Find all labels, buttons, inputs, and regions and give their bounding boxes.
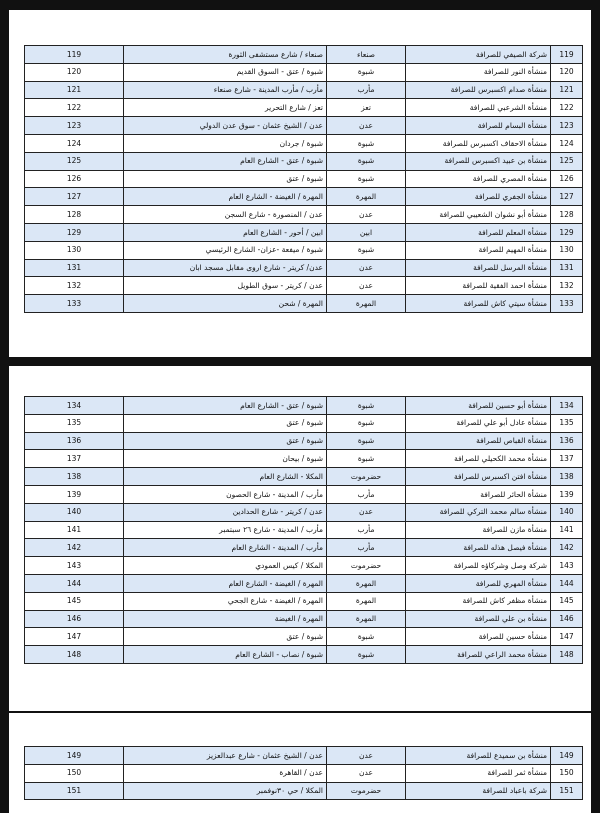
row-address: عدن / كريتر - شارع الحدادين (124, 503, 327, 521)
table-row (25, 450, 583, 468)
table-row (25, 414, 583, 432)
row-address: مأرب / مأرب المدينة - شارع صنعاء (124, 81, 327, 99)
row-governorate: حضرموت (327, 782, 406, 800)
row-address: المكلا - الشارع العام (124, 468, 327, 486)
row-reference-number: 147 (25, 628, 124, 646)
row-governorate: عدن (327, 747, 406, 765)
row-company-name: منشأة المصري للصرافة (406, 170, 551, 188)
table-row (25, 46, 583, 64)
table-row (25, 295, 583, 313)
row-address: المهرة / الغيضة (124, 610, 327, 628)
row-company-name: منشأة النور للصرافة (406, 63, 551, 81)
document-page-1 (9, 10, 591, 357)
row-governorate: عدن (327, 277, 406, 295)
row-number: 140 (551, 503, 583, 521)
row-address: شبوة / عتق - الشارع العام (124, 152, 327, 170)
row-company-name: منشأة القباص للصرافة (406, 432, 551, 450)
row-reference-number: 138 (25, 468, 124, 486)
row-number: 129 (551, 223, 583, 241)
table-row (25, 574, 583, 592)
row-number: 128 (551, 206, 583, 224)
table-row (25, 485, 583, 503)
row-governorate: شبوة (327, 450, 406, 468)
row-number: 125 (551, 152, 583, 170)
row-company-name: منشأة الحائر للصرافة (406, 485, 551, 503)
row-number: 121 (551, 81, 583, 99)
row-governorate: ابين (327, 223, 406, 241)
row-company-name: منشأة الشرعبي للصرافة (406, 99, 551, 117)
row-number: 132 (551, 277, 583, 295)
row-company-name: شركة وصل وشركاؤه للصرافة (406, 557, 551, 575)
table-row (25, 747, 583, 765)
row-reference-number: 133 (25, 295, 124, 313)
row-governorate: شبوة (327, 646, 406, 664)
row-address: شبوة / عتق (124, 628, 327, 646)
table-row (25, 628, 583, 646)
row-number: 133 (551, 295, 583, 313)
table-row (25, 539, 583, 557)
row-reference-number: 125 (25, 152, 124, 170)
row-number: 137 (551, 450, 583, 468)
row-address: مأرب / المدينة - شارع الحصون (124, 485, 327, 503)
table-row (25, 592, 583, 610)
row-governorate: مأرب (327, 485, 406, 503)
row-reference-number: 130 (25, 241, 124, 259)
row-company-name: منشأة بن سميدع للصرافة (406, 747, 551, 765)
row-company-name: منشأة بن عبيد اكسبرس للصرافة (406, 152, 551, 170)
table-row (25, 432, 583, 450)
row-address: تعز / شارع التحرير (124, 99, 327, 117)
row-number: 147 (551, 628, 583, 646)
row-reference-number: 145 (25, 592, 124, 610)
row-address: عدن / كريتر - سوق الطويل (124, 277, 327, 295)
row-address: عدن/ كريتر - شارع اروى مقابل مسجد ابان (124, 259, 327, 277)
exchange-registry-table-1 (24, 45, 583, 313)
table-row (25, 188, 583, 206)
exchange-registry-table-2 (24, 396, 583, 664)
row-company-name: شركة الصيفي للصرافة (406, 46, 551, 64)
row-reference-number: 129 (25, 223, 124, 241)
row-address: المهرة / شحن (124, 295, 327, 313)
row-governorate: حضرموت (327, 557, 406, 575)
row-company-name: منشأة ثمر للصرافة (406, 764, 551, 782)
row-number: 122 (551, 99, 583, 117)
row-address: شبوة / عتق - السوق القديم (124, 63, 327, 81)
row-reference-number: 134 (25, 397, 124, 415)
row-company-name: منشأة صدام اكسبرس للصرافة (406, 81, 551, 99)
row-number: 120 (551, 63, 583, 81)
row-number: 139 (551, 485, 583, 503)
row-address: المهرة / الغيضة - شارع الجحي (124, 592, 327, 610)
row-company-name: منشأة سالم محمد التركي للصرافة (406, 503, 551, 521)
row-company-name: منشأة أبو نشوان الشعيبي للصرافة (406, 206, 551, 224)
row-number: 144 (551, 574, 583, 592)
row-number: 123 (551, 117, 583, 135)
row-company-name: منشأة مازن للصرافة (406, 521, 551, 539)
table-row (25, 223, 583, 241)
row-governorate: شبوة (327, 397, 406, 415)
row-address: شبوة / عتق (124, 414, 327, 432)
row-address: المكلا / حي ٣٠نوفمبر (124, 782, 327, 800)
table-row (25, 610, 583, 628)
row-address: مأرب / المدينة - شارع ٢٦ سبتمبر (124, 521, 327, 539)
row-address: عدن / المنصورة - شارع السجن (124, 206, 327, 224)
row-number: 148 (551, 646, 583, 664)
row-number: 151 (551, 782, 583, 800)
row-company-name: منشأة مظفر كاش للصرافة (406, 592, 551, 610)
row-governorate: شبوة (327, 628, 406, 646)
row-address: شبوة / بيحان (124, 450, 327, 468)
row-company-name: منشأة المرسل للصرافة (406, 259, 551, 277)
row-governorate: شبوة (327, 432, 406, 450)
row-address: المهرة / الغيضة - الشارع العام (124, 188, 327, 206)
row-number: 141 (551, 521, 583, 539)
table-row (25, 63, 583, 81)
row-governorate: عدن (327, 503, 406, 521)
table-row (25, 503, 583, 521)
row-company-name: منشأة حسين للصرافة (406, 628, 551, 646)
table-row (25, 134, 583, 152)
row-governorate: شبوة (327, 170, 406, 188)
row-company-name: منشأة احمد الفقية للصرافة (406, 277, 551, 295)
row-company-name: منشأة بن علي للصرافة (406, 610, 551, 628)
row-number: 149 (551, 747, 583, 765)
table-row (25, 557, 583, 575)
row-address: شبوة / نصاب - الشارع العام (124, 646, 327, 664)
document-page-3 (9, 713, 591, 813)
row-governorate: المهرة (327, 610, 406, 628)
row-governorate: تعز (327, 99, 406, 117)
table-row (25, 764, 583, 782)
row-reference-number: 132 (25, 277, 124, 295)
row-address: عدن / الشيخ عثمان - شارع عبدالعزيز (124, 747, 327, 765)
row-number: 126 (551, 170, 583, 188)
row-address: مأرب / المدينة - الشارع العام (124, 539, 327, 557)
row-governorate: شبوة (327, 414, 406, 432)
row-number: 134 (551, 397, 583, 415)
table-row (25, 259, 583, 277)
table-row (25, 117, 583, 135)
row-company-name: منشأة محمد الكحيلي للصرافة (406, 450, 551, 468)
row-reference-number: 123 (25, 117, 124, 135)
row-reference-number: 142 (25, 539, 124, 557)
row-governorate: شبوة (327, 63, 406, 81)
row-reference-number: 128 (25, 206, 124, 224)
row-governorate: المهرة (327, 592, 406, 610)
row-governorate: مأرب (327, 539, 406, 557)
row-governorate: عدن (327, 259, 406, 277)
row-governorate: مأرب (327, 521, 406, 539)
table-row (25, 241, 583, 259)
row-reference-number: 137 (25, 450, 124, 468)
row-reference-number: 124 (25, 134, 124, 152)
row-address: شبوة / عتق - الشارع العام (124, 397, 327, 415)
row-reference-number: 144 (25, 574, 124, 592)
row-reference-number: 119 (25, 46, 124, 64)
row-reference-number: 126 (25, 170, 124, 188)
row-reference-number: 139 (25, 485, 124, 503)
table-row (25, 81, 583, 99)
row-reference-number: 141 (25, 521, 124, 539)
table-row (25, 170, 583, 188)
row-reference-number: 127 (25, 188, 124, 206)
table-row (25, 646, 583, 664)
row-governorate: المهرة (327, 188, 406, 206)
row-number: 127 (551, 188, 583, 206)
row-reference-number: 146 (25, 610, 124, 628)
row-number: 131 (551, 259, 583, 277)
row-governorate: صنعاء (327, 46, 406, 64)
row-number: 138 (551, 468, 583, 486)
row-governorate: المهرة (327, 574, 406, 592)
row-governorate: مأرب (327, 81, 406, 99)
table-row (25, 782, 583, 800)
row-reference-number: 120 (25, 63, 124, 81)
row-reference-number: 149 (25, 747, 124, 765)
table-row (25, 206, 583, 224)
table-row (25, 152, 583, 170)
row-reference-number: 148 (25, 646, 124, 664)
row-company-name: منشأة البسام للصرافة (406, 117, 551, 135)
row-company-name: منشأة المعلم للصرافة (406, 223, 551, 241)
row-reference-number: 136 (25, 432, 124, 450)
table-row (25, 397, 583, 415)
row-address: شبوة / عتق (124, 432, 327, 450)
row-governorate: عدن (327, 117, 406, 135)
row-address: ابين / أحور - الشارع العام (124, 223, 327, 241)
row-address: صنعاء / شارع مستشفى الثورة (124, 46, 327, 64)
row-company-name: منشأة الاحقاف اكسبرس للصرافة (406, 134, 551, 152)
row-address: المهرة / الغيضة - الشارع العام (124, 574, 327, 592)
row-company-name: منشأة سيتي كاش للصرافة (406, 295, 551, 313)
row-number: 146 (551, 610, 583, 628)
row-company-name: منشأة فيصل هذله للصرافة (406, 539, 551, 557)
row-company-name: منشأة أبو حسين للصرافة (406, 397, 551, 415)
table-row (25, 468, 583, 486)
row-governorate: حضرموت (327, 468, 406, 486)
row-number: 119 (551, 46, 583, 64)
row-reference-number: 151 (25, 782, 124, 800)
row-reference-number: 150 (25, 764, 124, 782)
row-company-name: شركة باعباد للصرافة (406, 782, 551, 800)
row-governorate: عدن (327, 206, 406, 224)
row-address: عدن / القاهرة (124, 764, 327, 782)
table-row (25, 277, 583, 295)
row-company-name: منشأة المهري للصرافة (406, 574, 551, 592)
row-address: شبوة / ميفعة -عزان- الشارع الرئيسي (124, 241, 327, 259)
row-number: 124 (551, 134, 583, 152)
row-company-name: منشأة عادل أبو علي للصرافة (406, 414, 551, 432)
row-governorate: شبوة (327, 241, 406, 259)
row-company-name: منشأة محمد الراعي للصرافة (406, 646, 551, 664)
exchange-registry-table-3 (24, 746, 583, 800)
table-row (25, 521, 583, 539)
row-company-name: منشأة افتن اكسبرس للصرافة (406, 468, 551, 486)
row-reference-number: 122 (25, 99, 124, 117)
row-reference-number: 135 (25, 414, 124, 432)
row-governorate: شبوة (327, 134, 406, 152)
row-address: المكلا / كيس العمودي (124, 557, 327, 575)
row-reference-number: 140 (25, 503, 124, 521)
row-reference-number: 121 (25, 81, 124, 99)
document-page-2 (9, 366, 591, 711)
row-reference-number: 131 (25, 259, 124, 277)
row-governorate: المهرة (327, 295, 406, 313)
row-number: 142 (551, 539, 583, 557)
row-number: 130 (551, 241, 583, 259)
row-address: عدن / الشيخ عثمان - سوق عدن الدولي (124, 117, 327, 135)
row-reference-number: 143 (25, 557, 124, 575)
row-address: شبوة / جردان (124, 134, 327, 152)
row-company-name: منشأة الجفري للصرافة (406, 188, 551, 206)
row-number: 136 (551, 432, 583, 450)
row-company-name: منشأة المهيم للصرافة (406, 241, 551, 259)
row-number: 143 (551, 557, 583, 575)
row-address: شبوة / عتق (124, 170, 327, 188)
row-number: 150 (551, 764, 583, 782)
row-number: 145 (551, 592, 583, 610)
row-number: 135 (551, 414, 583, 432)
row-governorate: شبوة (327, 152, 406, 170)
row-governorate: عدن (327, 764, 406, 782)
table-row (25, 99, 583, 117)
